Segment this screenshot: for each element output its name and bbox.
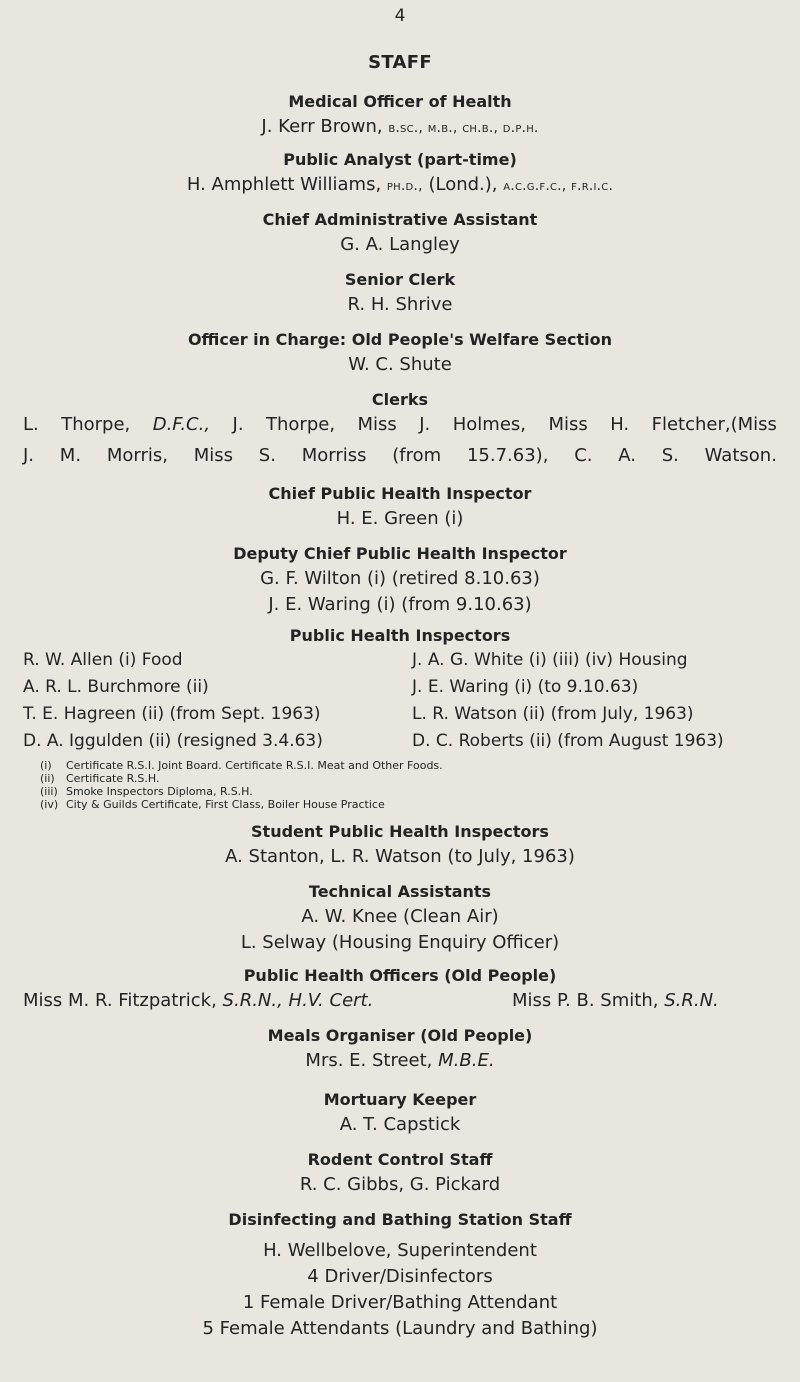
dcphi-line-1: G. F. Wilton (i) (retired 8.10.63) <box>260 568 540 589</box>
footnote-key: (ii) <box>40 772 55 785</box>
phi-heading: Public Health Inspectors <box>289 626 511 645</box>
tech-line-2: L. Selway (Housing Enquiry Officer) <box>240 932 560 953</box>
moh-name: J. Kerr Brown, <box>261 116 383 137</box>
clerks-word: Miss <box>193 445 234 466</box>
opw-name: W. C. Shute <box>348 354 452 375</box>
chief-admin-heading: Chief Administrative Assistant <box>262 210 538 229</box>
meals-name: Mrs. E. Street, <box>305 1050 433 1071</box>
disinfecting-line: 4 Driver/Disinfectors <box>307 1266 493 1287</box>
clerks-word: Thorpe, <box>61 414 131 435</box>
phi-left-item: A. R. L. Burchmore (ii) <box>23 677 209 697</box>
clerks-word: S. <box>661 445 679 466</box>
opw-heading: Officer in Charge: Old People's Welfare Section <box>187 330 613 349</box>
clerks-word: S. <box>258 445 276 466</box>
clerks-word: Morris, <box>106 445 168 466</box>
clerks-word: (from <box>392 445 442 466</box>
analyst-quals-2: a.c.g.f.c., f.r.i.c. <box>503 178 614 194</box>
senior-clerk-heading: Senior Clerk <box>344 270 456 289</box>
pho-name-2: Miss P. B. Smith, <box>512 990 659 1011</box>
disinfecting-line: 1 Female Driver/Bathing Attendant <box>242 1292 558 1313</box>
analyst-name: H. Amphlett Williams, <box>186 174 382 195</box>
moh-name-line <box>0 116 800 137</box>
footnote-text: Smoke Inspectors Diploma, R.S.H. <box>66 785 253 798</box>
pho-name-1: Miss M. R. Fitzpatrick, <box>23 990 217 1011</box>
pho-line <box>23 990 777 1011</box>
dcphi-line-2: J. E. Waring (i) (from 9.10.63) <box>268 594 532 615</box>
meals-heading: Meals Organiser (Old People) <box>267 1026 533 1045</box>
pho-qual-1: S.R.N., H.V. Cert. <box>222 990 374 1011</box>
pho-qual-2: S.R.N. <box>664 990 719 1011</box>
clerks-word: C. <box>574 445 593 466</box>
moh-quals: b.sc., m.b., ch.b., d.p.h. <box>388 120 539 136</box>
students-heading: Student Public Health Inspectors <box>251 822 549 841</box>
tech-line-1: A. W. Knee (Clean Air) <box>301 906 499 927</box>
cphi-heading: Chief Public Health Inspector <box>268 484 532 503</box>
footnote <box>40 772 159 785</box>
clerks-word: Morriss <box>301 445 367 466</box>
phi-right-item: D. C. Roberts (ii) (from August 1963) <box>412 731 724 751</box>
meals-qual: M.B.E. <box>438 1050 495 1071</box>
clerks-heading: Clerks <box>371 390 429 409</box>
clerks-word: J. <box>419 414 431 435</box>
clerks-word: L. <box>23 414 39 435</box>
chief-admin-name: G. A. Langley <box>340 234 460 255</box>
clerks-word: Holmes, <box>452 414 526 435</box>
clerks-word: J. <box>232 414 244 435</box>
rodent-heading: Rodent Control Staff <box>307 1150 493 1169</box>
footnote-text: City & Guilds Certificate, First Class, Boiler House Practice <box>66 798 385 811</box>
pho-heading: Public Health Officers (Old People) <box>243 966 557 985</box>
footnote-key: (iv) <box>40 798 59 811</box>
clerks-word: D.F.C., <box>152 414 211 435</box>
senior-clerk-name: R. H. Shrive <box>347 294 453 315</box>
analyst-lond: (Lond.), <box>428 174 498 195</box>
analyst-heading: Public Analyst (part-time) <box>283 150 517 169</box>
clerks-word: A. <box>618 445 636 466</box>
clerks-word: Watson. <box>704 445 777 466</box>
phi-left-item: D. A. Iggulden (ii) (resigned 3.4.63) <box>23 731 323 751</box>
page-number: 4 <box>394 6 406 26</box>
analyst-quals-1: ph.d., <box>386 178 423 194</box>
clerks-line-2 <box>23 445 777 466</box>
footnote <box>40 798 385 811</box>
footnote <box>40 785 253 798</box>
clerks-word: H. <box>610 414 630 435</box>
page-title: STAFF <box>368 52 432 73</box>
analyst-name-line <box>0 174 800 195</box>
students-names: A. Stanton, L. R. Watson (to July, 1963) <box>225 846 575 867</box>
clerks-word: M. <box>59 445 82 466</box>
footnote-text: Certificate R.S.I. Joint Board. Certificate R.S.I. Meat and Other Foods. <box>66 759 443 772</box>
mortuary-name: A. T. Capstick <box>339 1114 461 1135</box>
footnote-key: (i) <box>40 759 52 772</box>
footnote-key: (iii) <box>40 785 58 798</box>
meals-name-line <box>0 1050 800 1071</box>
mortuary-heading: Mortuary Keeper <box>323 1090 477 1109</box>
clerks-word: 15.7.63), <box>466 445 549 466</box>
pho-second <box>512 990 719 1011</box>
disinfecting-heading: Disinfecting and Bathing Station Staff <box>228 1210 572 1229</box>
clerks-word: Thorpe, <box>266 414 336 435</box>
phi-right-item: J. E. Waring (i) (to 9.10.63) <box>412 677 639 697</box>
clerks-word: Miss <box>357 414 397 435</box>
footnote-text: Certificate R.S.H. <box>66 772 160 785</box>
disinfecting-line: H. Wellbelove, Superintendent <box>263 1240 537 1261</box>
clerks-word: Fletcher,(Miss <box>651 414 777 435</box>
phi-left-item: R. W. Allen (i) Food <box>23 650 183 670</box>
phi-left-item: T. E. Hagreen (ii) (from Sept. 1963) <box>23 704 321 724</box>
rodent-names: R. C. Gibbs, G. Pickard <box>299 1174 501 1195</box>
clerks-line-1 <box>23 414 777 435</box>
phi-right-item: J. A. G. White (i) (iii) (iv) Housing <box>412 650 688 670</box>
dcphi-heading: Deputy Chief Public Health Inspector <box>233 544 567 563</box>
cphi-name: H. E. Green (i) <box>336 508 464 529</box>
tech-heading: Technical Assistants <box>308 882 492 901</box>
disinfecting-line: 5 Female Attendants (Laundry and Bathing) <box>202 1318 598 1339</box>
clerks-word: Miss <box>548 414 588 435</box>
clerks-word: J. <box>23 445 35 466</box>
moh-heading: Medical Officer of Health <box>288 92 512 111</box>
phi-right-item: L. R. Watson (ii) (from July, 1963) <box>412 704 694 724</box>
footnote <box>40 759 443 772</box>
